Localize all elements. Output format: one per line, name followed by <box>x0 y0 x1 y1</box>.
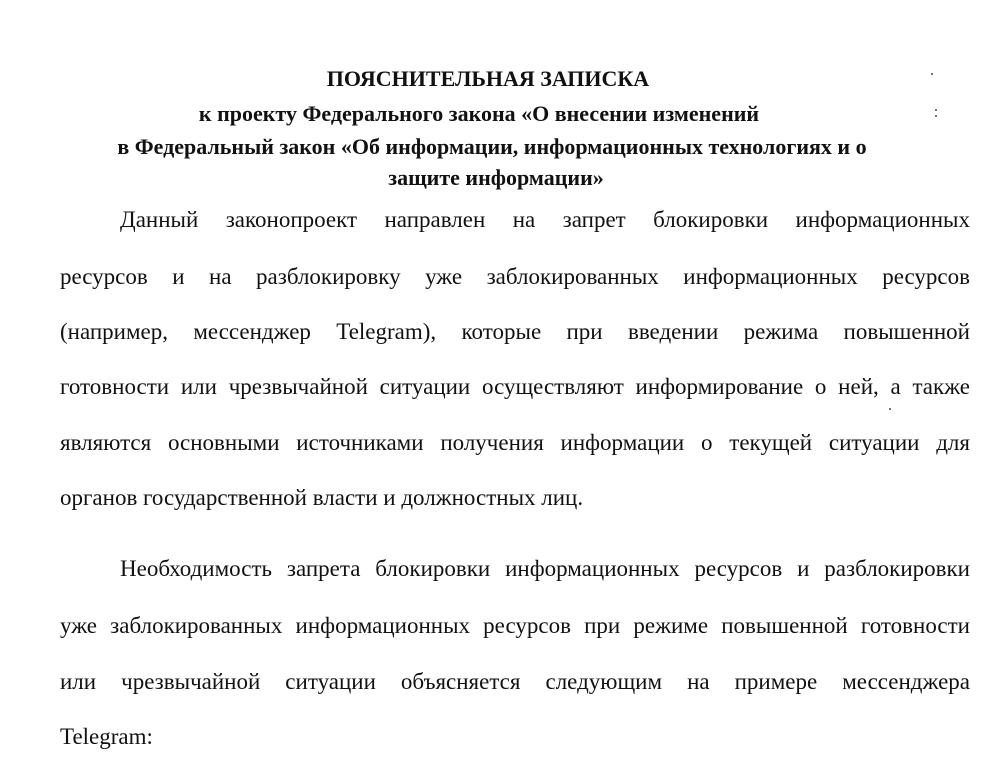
paragraph-1-line: Данный законопроект направлен на запрет блокировки информационных <box>120 207 970 232</box>
document-subtitle-line-2: в Федеральный закон «Об информации, информационных технологиях и о <box>117 134 867 159</box>
paragraph-2-line: уже заблокированных информационных ресурсов при режиме повышенной готовности <box>60 613 970 638</box>
paragraph-2-line: или чрезвычайной ситуации объясняется следующим на примере мессенджера <box>60 669 970 694</box>
scan-speck <box>935 109 937 111</box>
paragraph-2-line: Необходимость запрета блокировки информационных ресурсов и разблокировки <box>120 556 970 581</box>
scan-speck <box>935 115 937 117</box>
paragraph-1-line: (например, мессенджер Telegram), которые при введении режима повышенной <box>60 319 970 344</box>
document-title: ПОЯСНИТЕЛЬНАЯ ЗАПИСКА <box>326 66 650 91</box>
paragraph-1-line: готовности или чрезвычайной ситуации осуществляют информирование о ней, а также <box>60 374 970 399</box>
scan-speck <box>931 73 933 75</box>
document-subtitle-line-3: защите информации» <box>388 165 604 190</box>
document-subtitle-line-1: к проекту Федерального закона «О внесении изменений <box>198 101 760 126</box>
paragraph-1-line: органов государственной власти и должностных лиц. <box>60 485 584 510</box>
scan-speck <box>889 408 891 410</box>
paragraph-2-line: Telegram: <box>60 724 153 749</box>
paragraph-1-line: ресурсов и на разблокировку уже заблокированных информационных ресурсов <box>60 264 970 289</box>
paragraph-1-line: являются основными источниками получения информации о текущей ситуации для <box>60 430 970 455</box>
